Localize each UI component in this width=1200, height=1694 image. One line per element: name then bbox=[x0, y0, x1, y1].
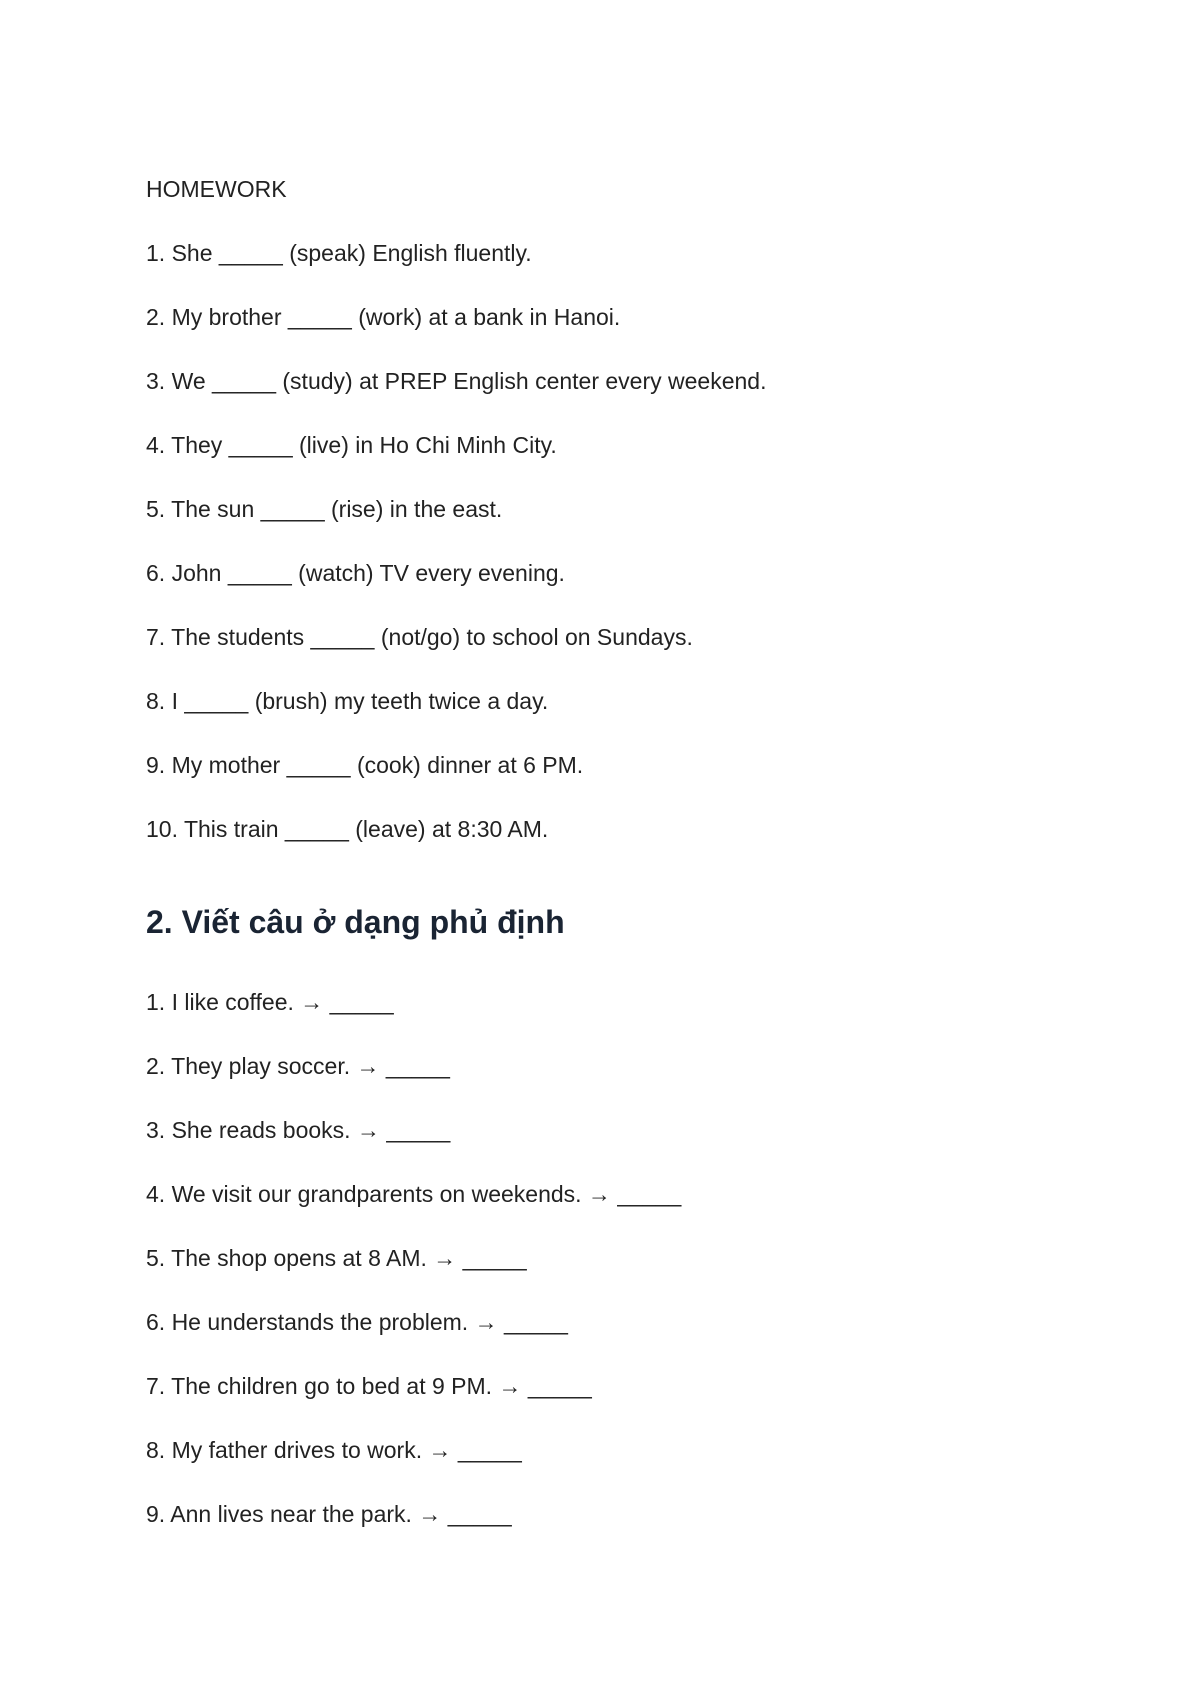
exercise-1-item: 7. The students _____ (not/go) to school on Sundays. bbox=[146, 624, 693, 650]
exercise-2-item: 6. He understands the problem. → _____ bbox=[146, 1309, 568, 1335]
exercise-2-item: 5. The shop opens at 8 AM. → _____ bbox=[146, 1245, 527, 1271]
exercise-1-item: 5. The sun _____ (rise) in the east. bbox=[146, 496, 503, 522]
exercise-2-item: 8. My father drives to work. → _____ bbox=[146, 1437, 522, 1463]
exercise-2-item: 7. The children go to bed at 9 PM. → _____ bbox=[146, 1373, 592, 1399]
exercise-1-item: 9. My mother _____ (cook) dinner at 6 PM. bbox=[146, 752, 584, 778]
section-heading-negative: 2. Viết câu ở dạng phủ định bbox=[146, 904, 565, 940]
exercise-1-item: 1. She _____ (speak) English fluently. bbox=[146, 240, 532, 266]
exercise-1-item: 6. John _____ (watch) TV every evening. bbox=[146, 560, 565, 586]
document-page bbox=[146, 0, 1146, 1694]
exercise-1-item: 10. This train _____ (leave) at 8:30 AM. bbox=[146, 816, 549, 842]
exercise-1-item: 2. My brother _____ (work) at a bank in Hanoi. bbox=[146, 304, 621, 330]
exercise-2-item: 3. She reads books. → _____ bbox=[146, 1117, 451, 1143]
exercise-2-item: 1. I like coffee. → _____ bbox=[146, 989, 394, 1015]
exercise-1-item: 3. We _____ (study) at PREP English center every weekend. bbox=[146, 368, 767, 394]
document-title: HOMEWORK bbox=[146, 176, 287, 202]
exercise-2-item: 9. Ann lives near the park. → _____ bbox=[146, 1501, 512, 1527]
exercise-2-item: 4. We visit our grandparents on weekends. → _____ bbox=[146, 1181, 682, 1207]
exercise-1-item: 4. They _____ (live) in Ho Chi Minh City. bbox=[146, 432, 557, 458]
exercise-2-item: 2. They play soccer. → _____ bbox=[146, 1053, 450, 1079]
exercise-1-item: 8. I _____ (brush) my teeth twice a day. bbox=[146, 688, 549, 714]
